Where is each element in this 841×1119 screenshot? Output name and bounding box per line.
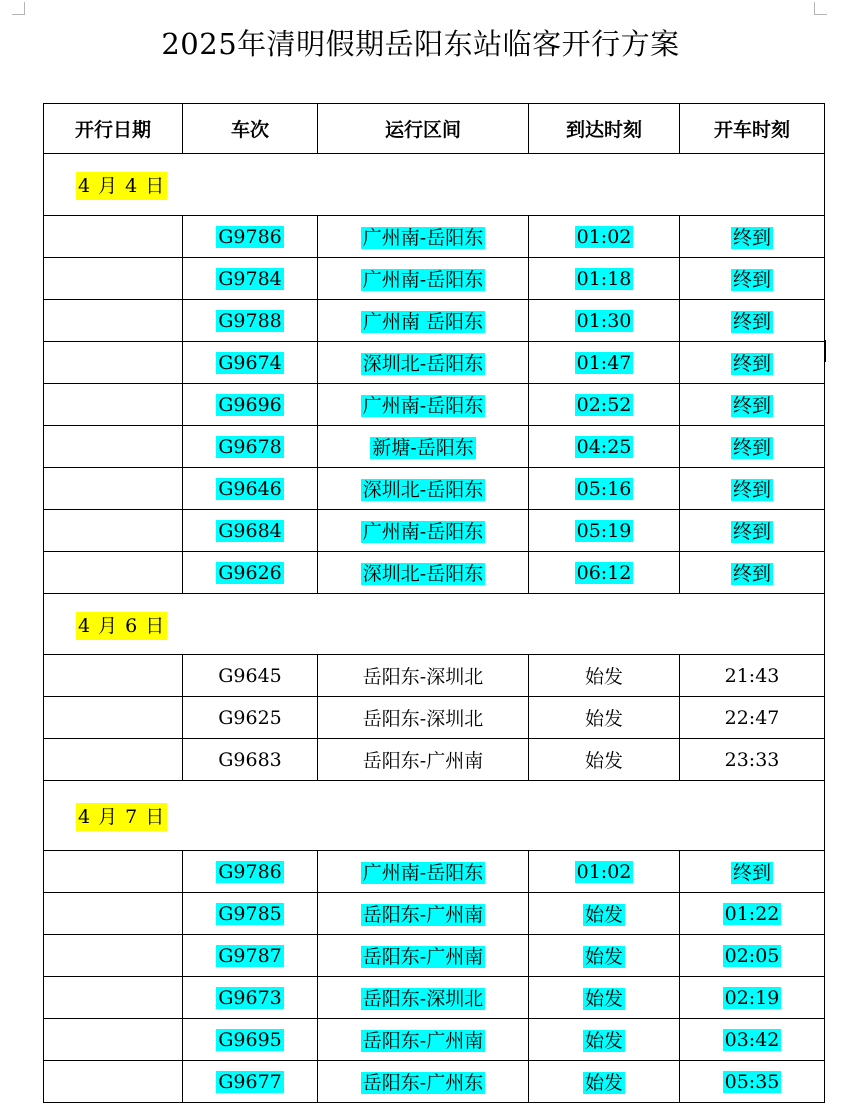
- departure-time-cell: [680, 739, 825, 781]
- route: 岳阳东-广州南: [362, 904, 484, 926]
- route-cell: [318, 300, 529, 342]
- train-number: G9625: [218, 706, 282, 729]
- departure-time-cell: [680, 468, 825, 510]
- train-number-cell: [183, 426, 318, 468]
- train-number-cell: [183, 1061, 318, 1103]
- date-column-cell: [44, 851, 183, 893]
- route-cell: [318, 655, 529, 697]
- date-cell: [44, 594, 825, 655]
- route: 岳阳东-广州南: [362, 946, 484, 968]
- route-cell: [318, 468, 529, 510]
- route: 岳阳东-深圳北: [362, 708, 484, 730]
- train-number: G9786: [218, 860, 282, 883]
- arrival-time: 01:02: [576, 225, 632, 248]
- date-column-cell: [44, 384, 183, 426]
- train-number: G9683: [218, 748, 282, 771]
- arrival-time-cell: [529, 510, 680, 552]
- table-body: [44, 154, 825, 1103]
- departure-time: 终到: [732, 227, 771, 249]
- route: 岳阳东-深圳北: [362, 988, 484, 1010]
- date-label: 4 月 7 日: [76, 803, 167, 831]
- departure-time-cell: [680, 655, 825, 697]
- arrival-time: 始发: [584, 1030, 623, 1052]
- route: 广州南-岳阳东: [362, 395, 484, 417]
- table-row: [44, 893, 825, 935]
- date-column-cell: [44, 552, 183, 594]
- departure-time-cell: [680, 697, 825, 739]
- departure-time: 22:47: [724, 706, 780, 729]
- departure-time: 终到: [732, 563, 771, 585]
- route: 岳阳东-广州南: [362, 1030, 484, 1052]
- route-cell: [318, 384, 529, 426]
- arrival-time: 始发: [584, 904, 623, 926]
- date-column-cell: [44, 300, 183, 342]
- route-cell: [318, 342, 529, 384]
- departure-time-cell: [680, 510, 825, 552]
- departure-time: 终到: [732, 395, 771, 417]
- arrival-time-cell: [529, 655, 680, 697]
- date-section-row: [44, 781, 825, 851]
- departure-time-cell: [680, 851, 825, 893]
- table-row: [44, 258, 825, 300]
- date-column-cell: [44, 1019, 183, 1061]
- route: 深圳北-岳阳东: [362, 563, 484, 585]
- arrival-time-cell: [529, 893, 680, 935]
- train-number: G9787: [218, 944, 282, 967]
- route: 岳阳东-广州东: [362, 1072, 484, 1094]
- route-cell: [318, 893, 529, 935]
- header-route: 运行区间: [318, 104, 529, 154]
- train-number-cell: [183, 384, 318, 426]
- schedule-table: [43, 103, 825, 1103]
- route-cell: [318, 1061, 529, 1103]
- departure-time: 终到: [732, 479, 771, 501]
- table-row: [44, 1061, 825, 1103]
- route-cell: [318, 697, 529, 739]
- arrival-time-cell: [529, 300, 680, 342]
- route-cell: [318, 935, 529, 977]
- header-date: 开行日期: [44, 104, 183, 154]
- date-label: 4 月 4 日: [76, 172, 167, 200]
- table-row: [44, 342, 825, 384]
- table-row: [44, 300, 825, 342]
- arrival-time: 始发: [584, 988, 623, 1010]
- header-row: [44, 104, 825, 154]
- arrival-time: 始发: [584, 666, 623, 688]
- train-number-cell: [183, 851, 318, 893]
- date-column-cell: [44, 216, 183, 258]
- date-cell: [44, 154, 825, 216]
- date-label: 4 月 6 日: [76, 612, 167, 640]
- route: 广州南 岳阳东: [362, 311, 484, 333]
- route-cell: [318, 739, 529, 781]
- departure-time: 21:43: [724, 664, 780, 687]
- header-train: 车次: [183, 104, 318, 154]
- arrival-time-cell: [529, 342, 680, 384]
- arrival-time-cell: [529, 851, 680, 893]
- arrival-time: 始发: [584, 708, 623, 730]
- table-row: [44, 1019, 825, 1061]
- arrival-time: 05:19: [576, 519, 632, 542]
- train-number-cell: [183, 258, 318, 300]
- header-departure: 开车时刻: [680, 104, 825, 154]
- date-column-cell: [44, 977, 183, 1019]
- date-column-cell: [44, 426, 183, 468]
- train-number-cell: [183, 552, 318, 594]
- departure-time-cell: [680, 216, 825, 258]
- route: 广州南-岳阳东: [362, 862, 484, 884]
- departure-time: 终到: [732, 353, 771, 375]
- table-row: [44, 552, 825, 594]
- departure-time: 23:33: [724, 748, 780, 771]
- arrival-time: 始发: [584, 1072, 623, 1094]
- date-column-cell: [44, 697, 183, 739]
- train-number-cell: [183, 655, 318, 697]
- arrival-time: 01:30: [576, 309, 632, 332]
- route: 深圳北-岳阳东: [362, 353, 484, 375]
- route-cell: [318, 216, 529, 258]
- train-number-cell: [183, 342, 318, 384]
- train-number: G9626: [218, 561, 282, 584]
- train-number-cell: [183, 935, 318, 977]
- departure-time-cell: [680, 893, 825, 935]
- departure-time: 终到: [732, 311, 771, 333]
- train-number-cell: [183, 697, 318, 739]
- departure-time-cell: [680, 384, 825, 426]
- departure-time-cell: [680, 977, 825, 1019]
- train-number-cell: [183, 977, 318, 1019]
- arrival-time: 始发: [584, 946, 623, 968]
- arrival-time: 04:25: [576, 435, 632, 458]
- arrival-time-cell: [529, 258, 680, 300]
- route-cell: [318, 426, 529, 468]
- table-row: [44, 655, 825, 697]
- departure-time: 02:19: [724, 986, 780, 1009]
- text-cursor: [825, 340, 826, 362]
- train-number-cell: [183, 468, 318, 510]
- train-number-cell: [183, 510, 318, 552]
- route-cell: [318, 258, 529, 300]
- date-column-cell: [44, 258, 183, 300]
- train-number-cell: [183, 216, 318, 258]
- departure-time: 终到: [732, 269, 771, 291]
- departure-time-cell: [680, 300, 825, 342]
- departure-time: 终到: [732, 521, 771, 543]
- train-number-cell: [183, 1019, 318, 1061]
- train-number: G9785: [218, 902, 282, 925]
- table-row: [44, 935, 825, 977]
- table-row: [44, 851, 825, 893]
- departure-time-cell: [680, 1019, 825, 1061]
- departure-time: 终到: [732, 862, 771, 884]
- route: 广州南-岳阳东: [362, 521, 484, 543]
- header-arrival: 到达时刻: [529, 104, 680, 154]
- table-row: [44, 216, 825, 258]
- arrival-time: 02:52: [576, 393, 632, 416]
- route: 广州南-岳阳东: [362, 269, 484, 291]
- arrival-time: 05:16: [576, 477, 632, 500]
- table-row: [44, 468, 825, 510]
- departure-time-cell: [680, 342, 825, 384]
- route-cell: [318, 977, 529, 1019]
- arrival-time: 始发: [584, 750, 623, 772]
- departure-time-cell: [680, 935, 825, 977]
- date-column-cell: [44, 342, 183, 384]
- route: 深圳北-岳阳东: [362, 479, 484, 501]
- arrival-time: 01:02: [576, 860, 632, 883]
- departure-time-cell: [680, 426, 825, 468]
- train-number: G9788: [218, 309, 282, 332]
- train-number-cell: [183, 300, 318, 342]
- date-column-cell: [44, 468, 183, 510]
- departure-time-cell: [680, 552, 825, 594]
- route-cell: [318, 851, 529, 893]
- arrival-time-cell: [529, 1019, 680, 1061]
- train-number: G9677: [218, 1070, 282, 1093]
- train-number: G9695: [218, 1028, 282, 1051]
- arrival-time: 01:18: [576, 267, 632, 290]
- table-row: [44, 510, 825, 552]
- departure-time-cell: [680, 258, 825, 300]
- page-corner-mark-right: [814, 2, 827, 15]
- departure-time: 03:42: [724, 1028, 780, 1051]
- date-column-cell: [44, 739, 183, 781]
- route: 岳阳东-深圳北: [362, 666, 484, 688]
- date-column-cell: [44, 893, 183, 935]
- arrival-time-cell: [529, 977, 680, 1019]
- arrival-time: 01:47: [576, 351, 632, 374]
- table-row: [44, 697, 825, 739]
- arrival-time-cell: [529, 935, 680, 977]
- train-number: G9684: [218, 519, 282, 542]
- train-number: G9784: [218, 267, 282, 290]
- departure-time: 02:05: [724, 944, 780, 967]
- train-number: G9678: [218, 435, 282, 458]
- departure-time: 终到: [732, 437, 771, 459]
- route: 广州南-岳阳东: [362, 227, 484, 249]
- arrival-time-cell: [529, 1061, 680, 1103]
- document-title: 2025年清明假期岳阳东站临客开行方案: [161, 27, 680, 61]
- table-row: [44, 384, 825, 426]
- train-number: G9786: [218, 225, 282, 248]
- table-row: [44, 426, 825, 468]
- arrival-time-cell: [529, 426, 680, 468]
- departure-time: 05:35: [724, 1070, 780, 1093]
- page-corner-mark-left: [12, 2, 25, 15]
- date-column-cell: [44, 935, 183, 977]
- date-section-row: [44, 154, 825, 216]
- date-section-row: [44, 594, 825, 655]
- table-row: [44, 739, 825, 781]
- route: 岳阳东-广州南: [362, 750, 484, 772]
- arrival-time: 06:12: [576, 561, 632, 584]
- route-cell: [318, 510, 529, 552]
- train-number: G9696: [218, 393, 282, 416]
- arrival-time-cell: [529, 552, 680, 594]
- date-column-cell: [44, 1061, 183, 1103]
- departure-time: 01:22: [724, 902, 780, 925]
- arrival-time-cell: [529, 739, 680, 781]
- train-number: G9645: [218, 664, 282, 687]
- arrival-time-cell: [529, 697, 680, 739]
- route-cell: [318, 552, 529, 594]
- table-row: [44, 977, 825, 1019]
- arrival-time-cell: [529, 468, 680, 510]
- date-cell: [44, 781, 825, 851]
- route: 新塘-岳阳东: [372, 437, 474, 459]
- route-cell: [318, 1019, 529, 1061]
- train-number: G9674: [218, 351, 282, 374]
- date-column-cell: [44, 510, 183, 552]
- departure-time-cell: [680, 1061, 825, 1103]
- train-number-cell: [183, 893, 318, 935]
- arrival-time-cell: [529, 216, 680, 258]
- arrival-time-cell: [529, 384, 680, 426]
- date-column-cell: [44, 655, 183, 697]
- train-number: G9673: [218, 986, 282, 1009]
- train-number-cell: [183, 739, 318, 781]
- train-number: G9646: [218, 477, 282, 500]
